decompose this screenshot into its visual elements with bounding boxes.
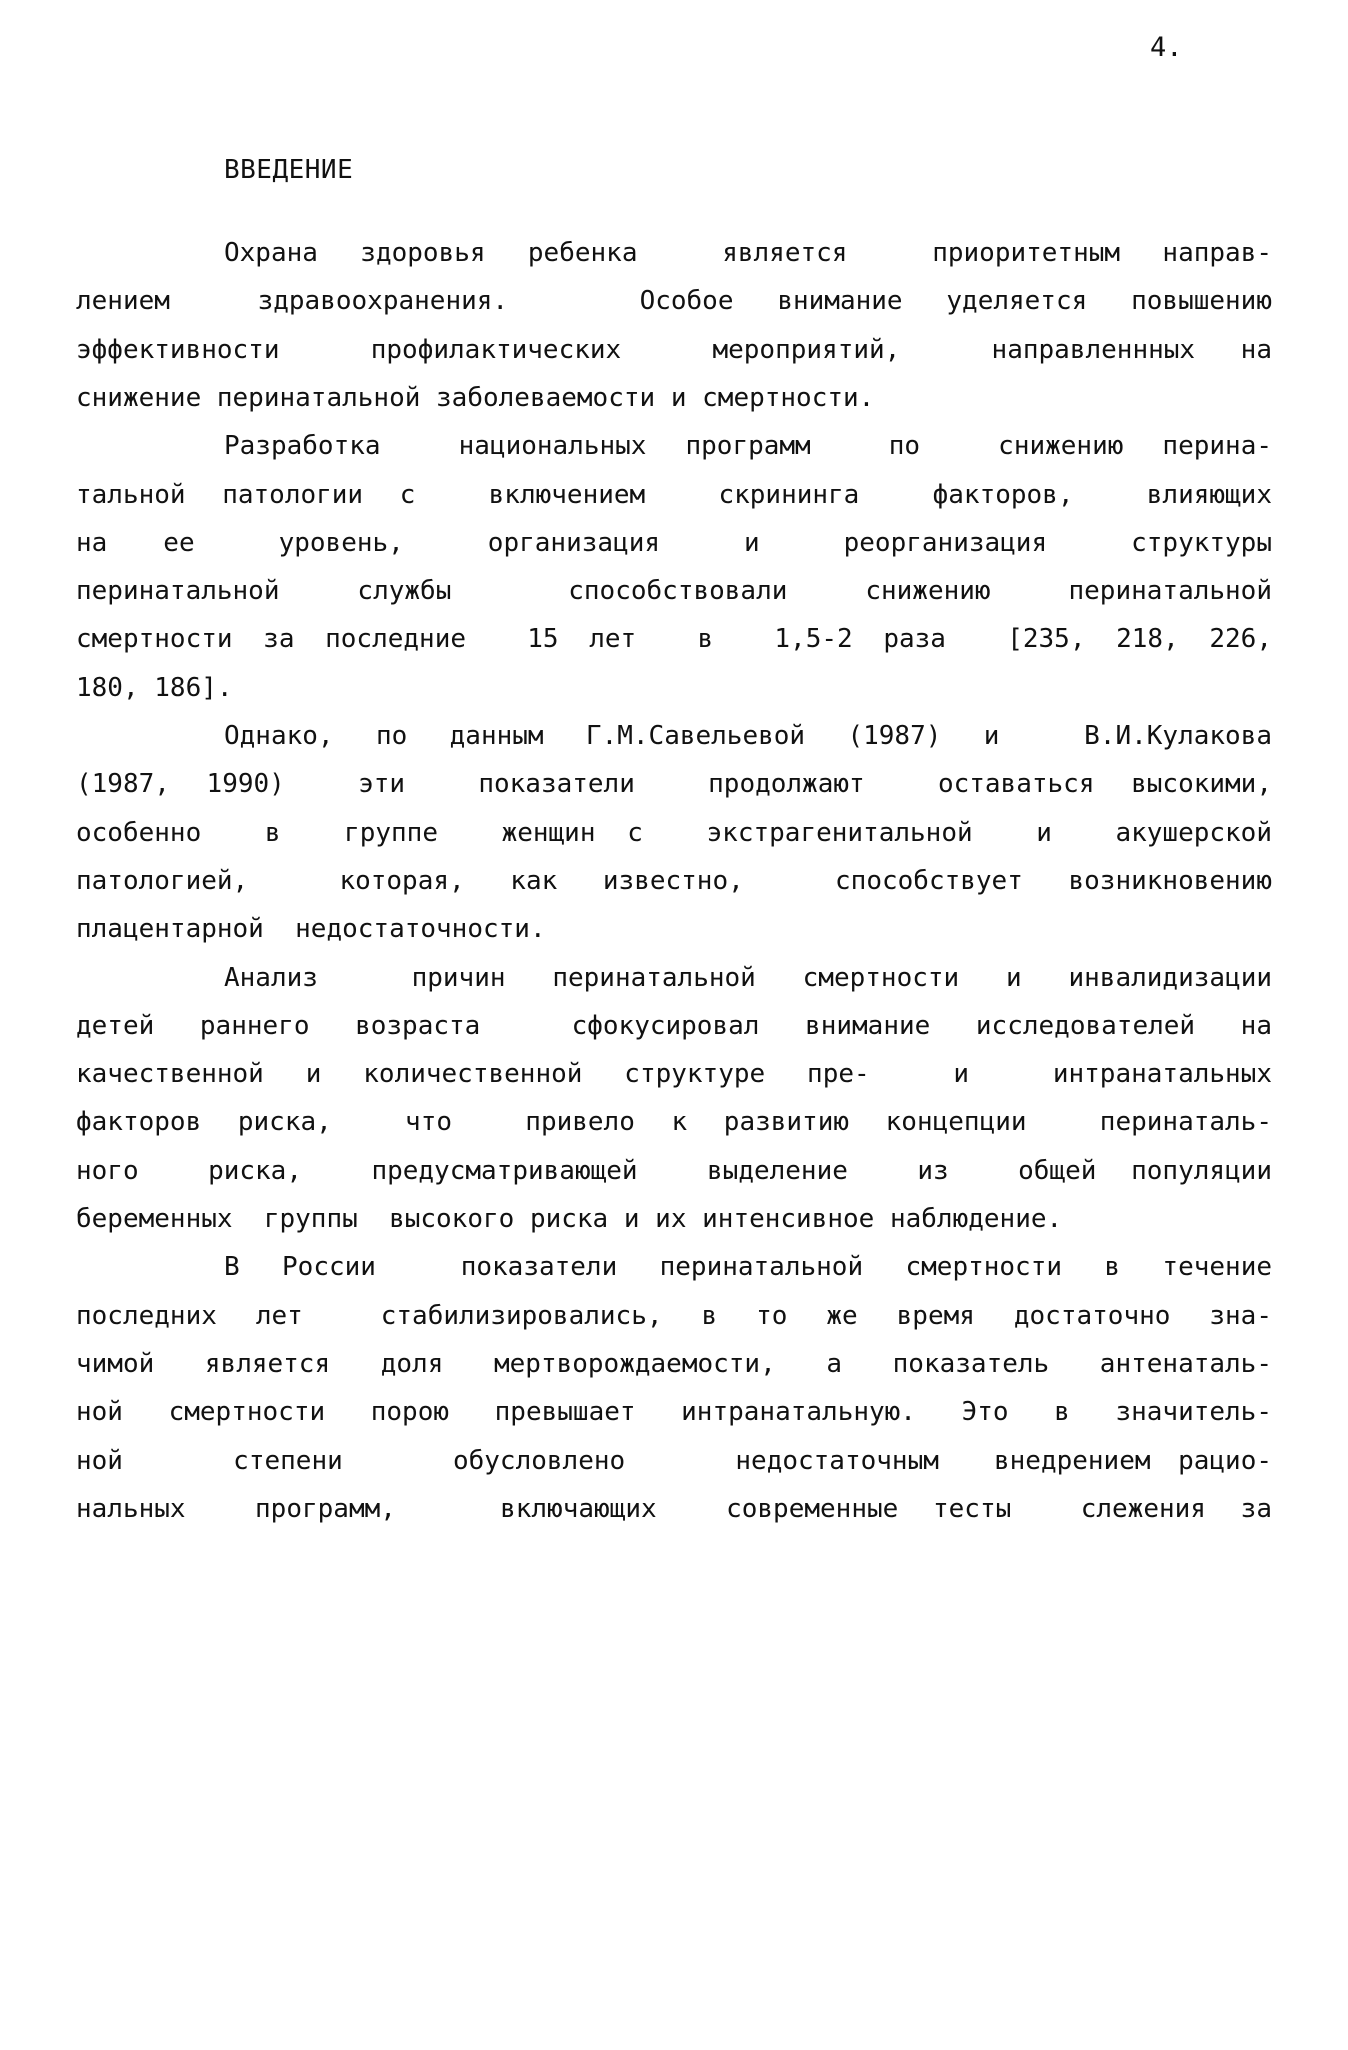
text-line: ной смертности порою превышает интранатальную. Это в значитель- (76, 1397, 1272, 1427)
text-line: 180, 186]. (76, 673, 233, 703)
text-line: ного риска, предусматривающей выделение из общей популяции (76, 1156, 1272, 1186)
text-line: чимой является доля мертворождаемости, а показатель антенаталь- (76, 1349, 1272, 1379)
text-line: (1987, 1990) эти показатели продолжают оставаться высокими, (76, 769, 1272, 799)
text-line: особенно в группе женщин с экстрагенитальной и акушерской (76, 818, 1272, 848)
text-line: В России показатели перинатальной смертности в течение (224, 1252, 1272, 1282)
text-line: патологией, которая, как известно, способствует возникновению (76, 866, 1272, 896)
text-line: плацентарной недостаточности. (76, 914, 546, 944)
text-line: снижение перинатальной заболеваемости и смертности. (76, 383, 875, 413)
text-line: беременных группы высокого риска и их интенсивное наблюдение. (76, 1204, 1063, 1234)
page-number: 4. (1150, 32, 1183, 63)
text-line: факторов риска, что привело к развитию концепции перинаталь- (76, 1107, 1272, 1137)
text-line: Разработка национальных программ по снижению перина- (224, 431, 1272, 461)
text-line: тальной патологии с включением скрининга факторов, влияющих (76, 480, 1272, 510)
text-line: нальных программ, включающих современные тесты слежения за (76, 1494, 1272, 1524)
text-line: Охрана здоровья ребенка является приоритетным направ- (224, 238, 1272, 268)
section-heading: ВВЕДЕНИЕ (224, 155, 354, 185)
text-line: эффективности профилактических мероприятий, направленнных на (76, 335, 1272, 365)
text-line: Анализ причин перинатальной смертности и инвалидизации (224, 963, 1272, 993)
text-line: ной степени обусловлено недостаточным внедрением рацио- (76, 1446, 1272, 1476)
text-line: Однако, по данным Г.М.Савельевой (1987) и В.И.Кулакова (224, 721, 1272, 751)
text-line: смертности за последние 15 лет в 1,5-2 раза [235, 218, 226, (76, 624, 1272, 654)
text-line: перинатальной службы способствовали снижению перинатальной (76, 576, 1272, 606)
text-line: на ее уровень, организация и реорганизация структуры (76, 528, 1272, 558)
text-line: качественной и количественной структуре пре- и интранатальных (76, 1059, 1272, 1089)
text-line: лением здравоохранения. Особое внимание уделяется повышению (76, 286, 1272, 316)
text-line: последних лет стабилизировались, в то же время достаточно зна- (76, 1301, 1272, 1331)
text-line: детей раннего возраста сфокусировал внимание исследователей на (76, 1011, 1272, 1041)
